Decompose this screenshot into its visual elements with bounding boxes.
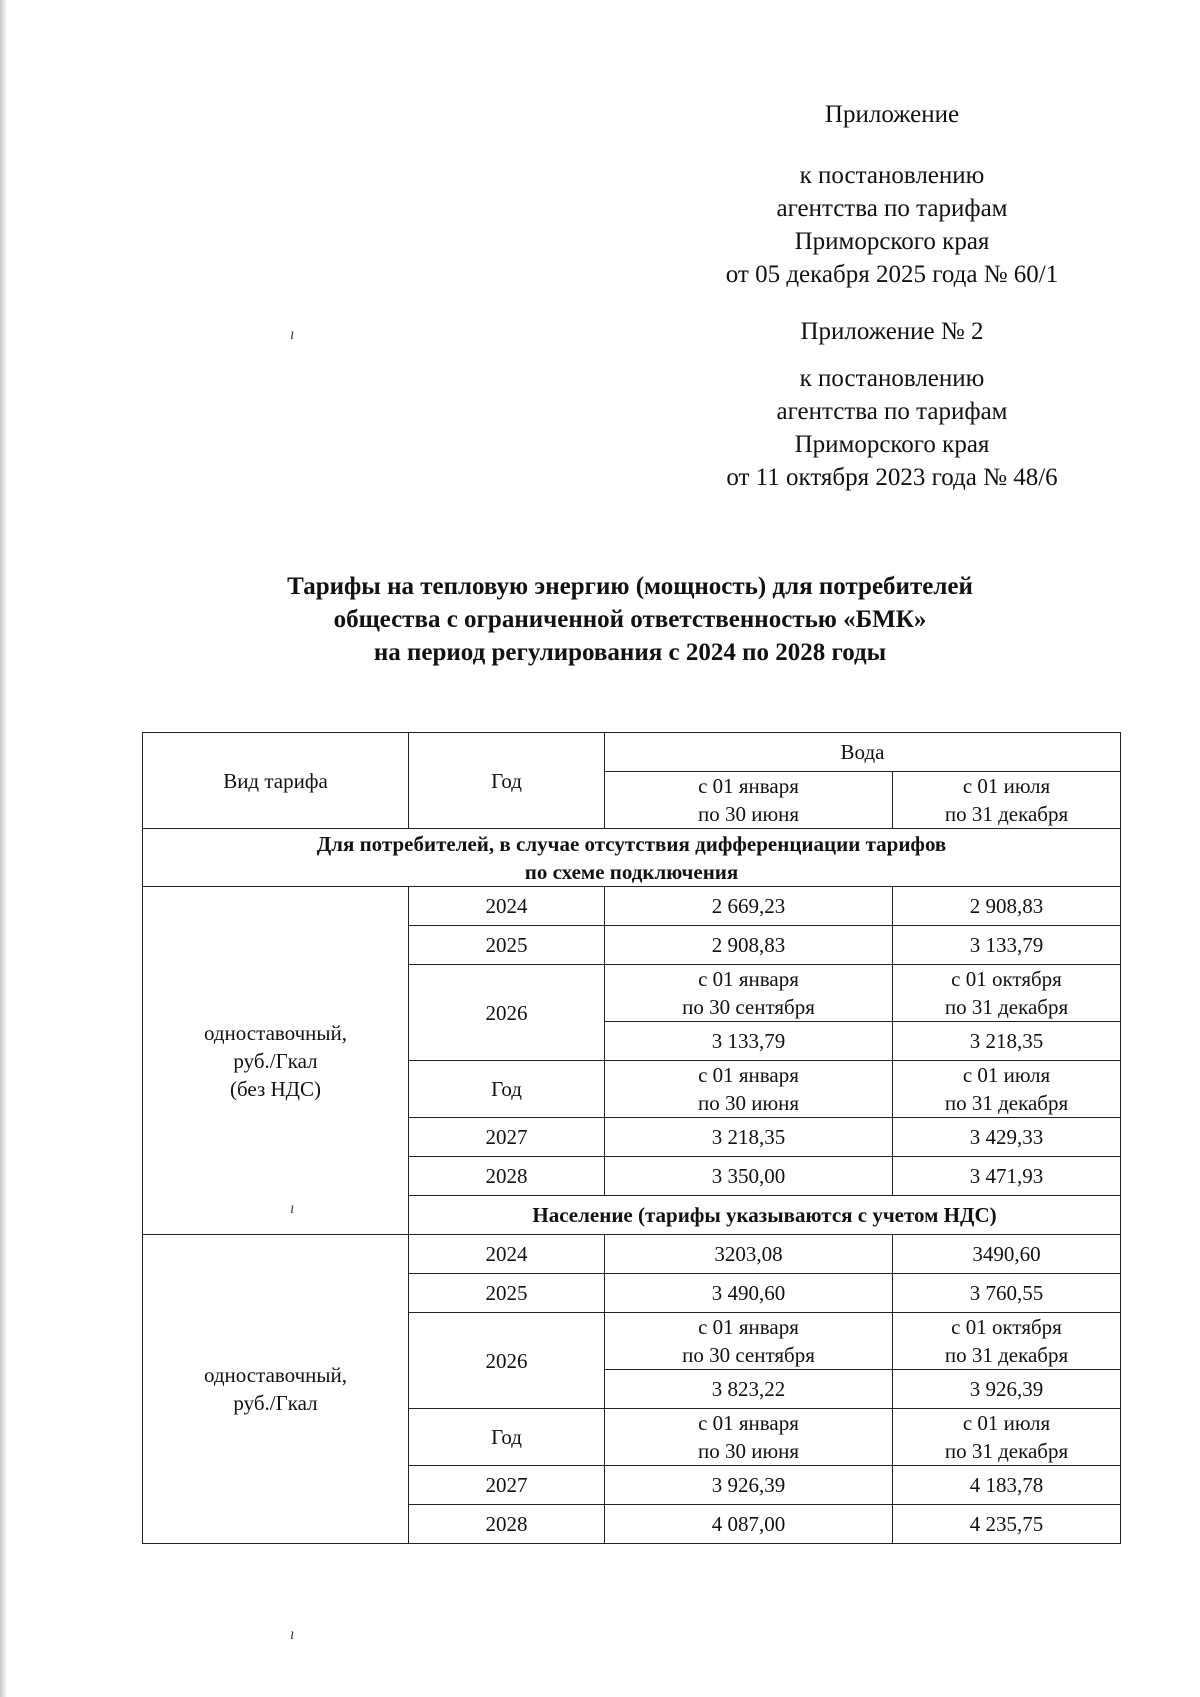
tariff-value: 2 908,83 bbox=[893, 887, 1121, 926]
year-cell: 2026 bbox=[409, 965, 605, 1061]
appendix-1-block bbox=[672, 98, 1112, 291]
tariff-value: 3 218,35 bbox=[893, 1022, 1121, 1061]
period-cell: с 01 июля по 31 декабря bbox=[893, 1409, 1121, 1466]
period-cell: с 01 января по 30 сентября bbox=[605, 1313, 893, 1370]
scan-mark: ı bbox=[290, 1626, 295, 1643]
tariff-table bbox=[142, 732, 1121, 1544]
tariff-value: 3 926,39 bbox=[893, 1370, 1121, 1409]
tariff-value: 4 235,75 bbox=[893, 1505, 1121, 1544]
header-period-second-half: с 01 июля по 31 декабря bbox=[893, 772, 1121, 829]
appendix-1-line: от 05 декабря 2025 года № 60/1 bbox=[725, 261, 1059, 288]
period-cell: с 01 октября по 31 декабря bbox=[893, 1313, 1121, 1370]
tariff-value: 3490,60 bbox=[893, 1235, 1121, 1274]
appendix-2-line: от 11 октября 2023 года № 48/6 bbox=[726, 464, 1058, 491]
year-cell: 2026 bbox=[409, 1313, 605, 1409]
title-line: Тарифы на тепловую энергию (мощность) для потребителей bbox=[287, 573, 973, 600]
appendix-2-line: Приморского края bbox=[794, 431, 990, 458]
title-line: на период регулирования с 2024 по 2028 годы bbox=[373, 639, 887, 666]
tariff-value: 3 350,00 bbox=[605, 1157, 893, 1196]
appendix-1-title: Приложение bbox=[824, 101, 960, 128]
table-row bbox=[143, 1235, 1121, 1274]
section-heading-row bbox=[143, 829, 1121, 887]
tariff-value: 2 669,23 bbox=[605, 887, 893, 926]
year-cell: 2025 bbox=[409, 926, 605, 965]
appendix-1-line: Приморского края bbox=[794, 228, 990, 255]
scan-mark: ı bbox=[290, 1200, 295, 1217]
tariff-value: 3 760,55 bbox=[893, 1274, 1121, 1313]
tariff-value: 2 908,83 bbox=[605, 926, 893, 965]
tariff-value: 3 133,79 bbox=[605, 1022, 893, 1061]
tariff-value: 3 471,93 bbox=[893, 1157, 1121, 1196]
tariff-value: 3 133,79 bbox=[893, 926, 1121, 965]
tariff-value: 3 490,60 bbox=[605, 1274, 893, 1313]
document-title bbox=[0, 570, 1200, 669]
tariff-value: 3 926,39 bbox=[605, 1466, 893, 1505]
period-cell: с 01 октября по 31 декабря bbox=[893, 965, 1121, 1022]
title-line: общества с ограниченной ответственностью «БМК» bbox=[333, 606, 927, 633]
scan-edge-shadow bbox=[0, 0, 6, 1697]
scan-mark: ı bbox=[290, 326, 295, 343]
tariff-value: 3 218,35 bbox=[605, 1118, 893, 1157]
appendix-2-line: к постановлению bbox=[799, 365, 985, 392]
year-label-cell: Год bbox=[409, 1409, 605, 1466]
table-row bbox=[143, 887, 1121, 926]
year-cell: 2027 bbox=[409, 1118, 605, 1157]
period-cell: с 01 января по 30 сентября bbox=[605, 965, 893, 1022]
year-cell: 2028 bbox=[409, 1505, 605, 1544]
section-heading: Население (тарифы указываются с учетом НДС) bbox=[409, 1196, 1121, 1235]
header-tariff-type: Вид тарифа bbox=[143, 733, 409, 829]
header-year: Год bbox=[409, 733, 605, 829]
appendix-1-line: агентства по тарифам bbox=[776, 195, 1008, 222]
year-cell: 2028 bbox=[409, 1157, 605, 1196]
year-cell: 2024 bbox=[409, 1235, 605, 1274]
header-water: Вода bbox=[605, 733, 1121, 772]
tariff-value: 4 183,78 bbox=[893, 1466, 1121, 1505]
tariff-value: 3 823,22 bbox=[605, 1370, 893, 1409]
tariff-value: 3 429,33 bbox=[893, 1118, 1121, 1157]
tariff-value: 3203,08 bbox=[605, 1235, 893, 1274]
appendix-header bbox=[672, 98, 1112, 518]
period-cell: с 01 января по 30 июня bbox=[605, 1409, 893, 1466]
appendix-2-line: агентства по тарифам bbox=[776, 398, 1008, 425]
section-heading: Для потребителей, в случае отсутствия дифференциации тарифов по схеме подключения bbox=[143, 829, 1121, 887]
period-cell: с 01 июля по 31 декабря bbox=[893, 1061, 1121, 1118]
appendix-1-line: к постановлению bbox=[799, 162, 985, 189]
year-cell: 2027 bbox=[409, 1466, 605, 1505]
period-cell: с 01 января по 30 июня bbox=[605, 1061, 893, 1118]
tariff-type-cell: одноставочный, руб./Гкал (без НДС) bbox=[143, 887, 409, 1235]
appendix-2-block bbox=[672, 315, 1112, 494]
tariff-value: 4 087,00 bbox=[605, 1505, 893, 1544]
tariff-type-cell: одноставочный, руб./Гкал bbox=[143, 1235, 409, 1544]
table-header-row bbox=[143, 733, 1121, 772]
year-cell: 2025 bbox=[409, 1274, 605, 1313]
appendix-2-title: Приложение № 2 bbox=[800, 318, 984, 345]
year-label-cell: Год bbox=[409, 1061, 605, 1118]
year-cell: 2024 bbox=[409, 887, 605, 926]
header-period-first-half: с 01 января по 30 июня bbox=[605, 772, 893, 829]
